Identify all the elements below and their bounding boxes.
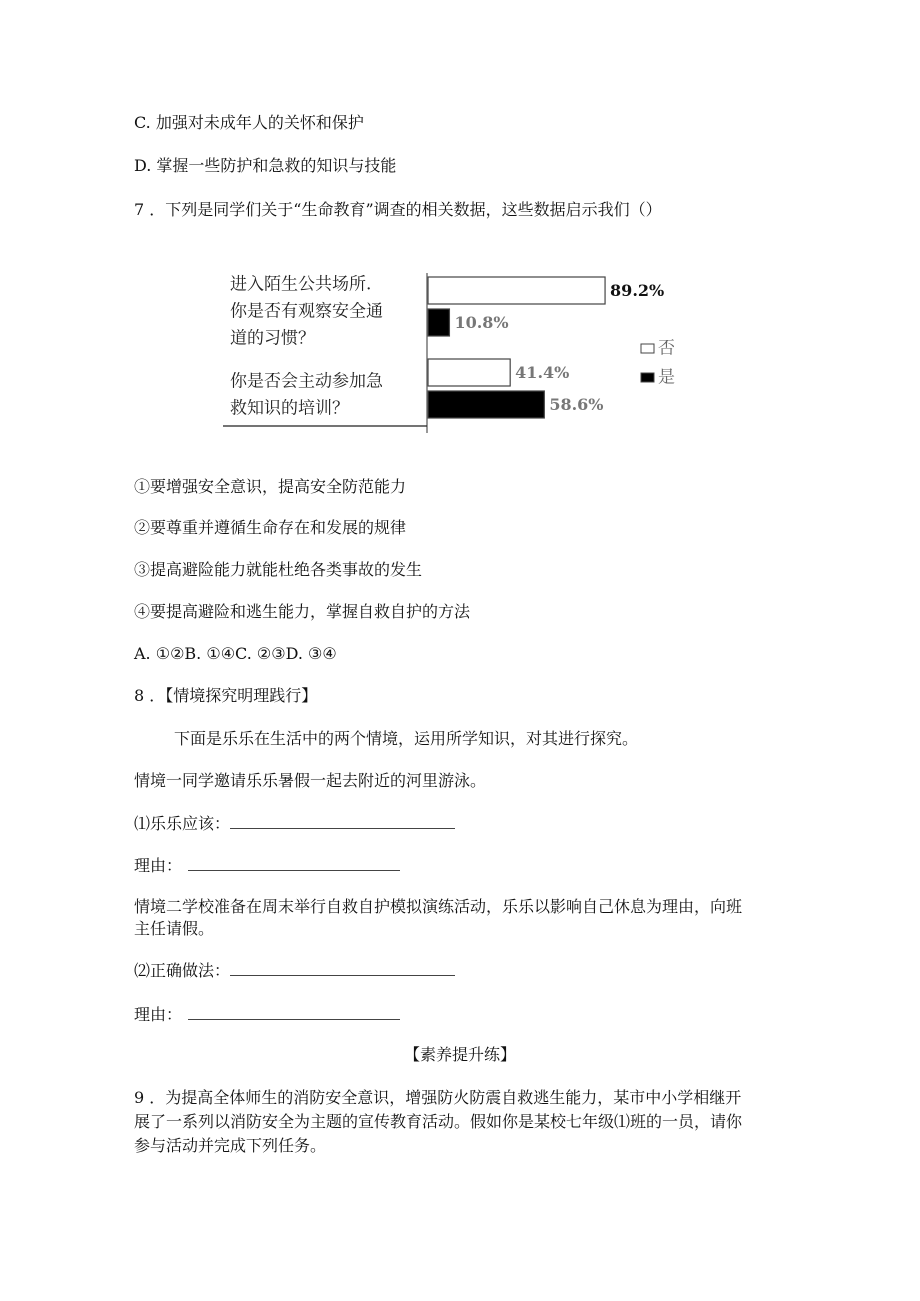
legend-label-no: 否 — [658, 338, 675, 359]
category-label-1: 道的习惯？ — [230, 328, 315, 349]
category-label-1: 你是否有观察安全通 — [230, 301, 383, 322]
section-title: 【素养提升练】 — [403, 1045, 516, 1064]
answer-1-blank[interactable] — [230, 814, 455, 829]
statement-1: ①要增强安全意识，提高安全防范能力 — [134, 477, 407, 496]
statement-3: ③提高避险能力就能杜绝各类事故的发生 — [134, 560, 423, 579]
category-label-2: 救知识的培训？ — [230, 398, 349, 419]
question-9-line-2: 展了一系列以消防安全为主题的宣传教育活动。假如你是某校七年级⑴班的一员，请你 — [134, 1112, 743, 1131]
question-9-line-1: 9 ．为提高全体师生的消防安全意识，增强防火防震自救逃生能力，某市中小学相继开 — [134, 1088, 742, 1107]
reason-1-label: 理由： — [134, 856, 183, 875]
reason-1-blank[interactable] — [188, 856, 400, 871]
category-label-1: 进入陌生公共场所. — [230, 274, 372, 295]
bar-yes-2 — [428, 391, 544, 418]
data-label-yes-2: 58.6% — [549, 395, 604, 414]
reason-line-2 — [134, 1005, 400, 1025]
reason-2-label: 理由： — [134, 1005, 183, 1024]
answer-choices: A. ①②B. ①④C. ②③D. ③④ — [134, 644, 337, 663]
bar-no-1 — [428, 277, 605, 304]
scenario-2-line-1: 情境二学校准备在周末举行自救自护模拟演练活动，乐乐以影响自己休息为理由，向班 — [134, 897, 743, 916]
reason-2-blank[interactable] — [188, 1005, 400, 1020]
answer-2-blank[interactable] — [230, 961, 455, 976]
legend-swatch-no — [641, 344, 654, 353]
data-label-yes-1: 10.8% — [454, 313, 509, 332]
bar-yes-1 — [428, 309, 449, 336]
answer-2-label: ⑵正确做法： — [134, 961, 231, 980]
category-label-2: 你是否会主动参加急 — [230, 371, 383, 392]
answer-line-1 — [134, 814, 455, 834]
question-7-stem: 7 ．下列是同学们关于“生命教育”调查的相关数据，这些数据启示我们（） — [134, 200, 662, 219]
scenario-1: 情境一同学邀请乐乐暑假一起去附近的河里游泳。 — [134, 771, 487, 790]
question-8-intro: 下面是乐乐在生活中的两个情境，运用所学知识，对其进行探究。 — [174, 729, 639, 748]
bar-no-2 — [428, 359, 510, 386]
data-label-no-1: 89.2% — [610, 281, 665, 300]
data-label-no-2: 41.4% — [515, 363, 570, 382]
statement-2: ②要尊重并遵循生命存在和发展的规律 — [134, 518, 407, 537]
question-9-line-3: 参与活动并完成下列任务。 — [134, 1136, 327, 1155]
legend-swatch-yes — [641, 373, 654, 382]
option-d: D. 掌握一些防护和急救的知识与技能 — [134, 156, 397, 175]
survey-bar-chart — [220, 265, 700, 440]
reason-line-1 — [134, 856, 400, 876]
option-c: C. 加强对未成年人的关怀和保护 — [134, 113, 364, 132]
question-8-stem: 8 ．【情境探究明理践行】 — [134, 686, 318, 705]
legend-label-yes: 是 — [658, 367, 675, 388]
statement-4: ④要提高避险和逃生能力，掌握自救自护的方法 — [134, 602, 471, 621]
scenario-2-line-2: 主任请假。 — [134, 919, 215, 938]
answer-1-label: ⑴乐乐应该： — [134, 814, 231, 833]
answer-line-2 — [134, 961, 455, 981]
